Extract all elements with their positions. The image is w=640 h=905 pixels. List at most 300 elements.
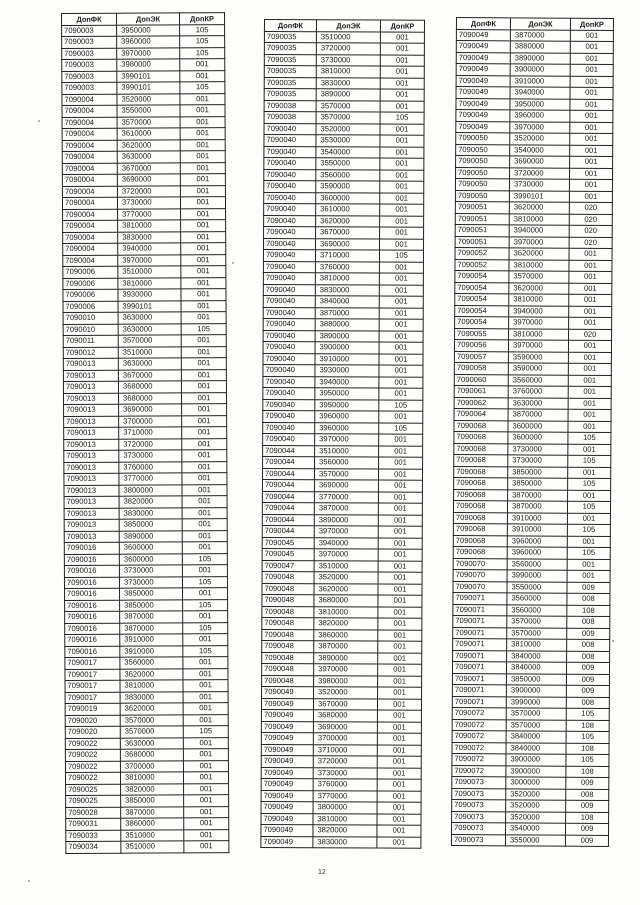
cell-dopfk: 7090061 <box>454 385 508 397</box>
cell-dopfk: 7090040 <box>264 123 316 135</box>
cell-dopfk: 7090040 <box>263 410 315 422</box>
table-row <box>62 47 225 59</box>
cell-dopkr: 001 <box>181 220 226 232</box>
table-row <box>456 52 613 64</box>
cell-dopkr: 001 <box>182 542 227 554</box>
table-row <box>62 82 225 94</box>
cell-dopkr: 001 <box>181 335 226 347</box>
cell-dopkr: 105 <box>182 553 227 565</box>
table-row <box>454 443 611 455</box>
cell-dopek: 3730000 <box>119 565 182 577</box>
cell-dopfk: 7090020 <box>65 726 120 738</box>
cell-dopkr: 001 <box>180 151 225 163</box>
table-row <box>65 772 228 784</box>
cell-dopkr: 001 <box>180 70 225 82</box>
table-row <box>65 657 228 669</box>
cell-dopkr: 001 <box>181 266 226 278</box>
cell-dopfk: 7090016 <box>65 600 120 612</box>
cell-dopfk: 7090048 <box>262 583 314 595</box>
cell-dopfk: 7090004 <box>62 117 117 129</box>
cell-dopek: 3830000 <box>313 836 377 848</box>
cell-dopkr: 009 <box>566 685 609 697</box>
table-row <box>456 133 613 145</box>
cell-dopek: 3970000 <box>314 664 378 676</box>
cell-dopfk: 7090071 <box>452 661 506 673</box>
cell-dopek: 3570000 <box>314 468 378 480</box>
cell-dopkr: 001 <box>379 377 423 389</box>
table-row <box>262 640 422 652</box>
cell-dopfk: 7090017 <box>65 657 120 669</box>
table-row <box>261 732 421 744</box>
cell-dopek: 3810000 <box>509 328 569 340</box>
cell-dopkr: 001 <box>379 365 423 377</box>
cell-dopfk: 7090040 <box>263 284 315 296</box>
cell-dopek: 3560000 <box>120 657 183 669</box>
cell-dopfk: 7090068 <box>454 477 508 489</box>
cell-dopfk: 7090016 <box>64 542 119 554</box>
cell-dopkr: 001 <box>378 595 422 607</box>
cell-dopfk: 7090049 <box>261 698 313 710</box>
scan-speck <box>38 120 40 122</box>
cell-dopkr: 001 <box>378 492 422 504</box>
cell-dopfk: 7090004 <box>62 174 117 186</box>
cell-dopfk: 7090038 <box>264 112 316 124</box>
cell-dopfk: 7090048 <box>262 617 314 629</box>
cell-dopek: 3910000 <box>120 645 183 657</box>
cell-dopek: 3820000 <box>121 783 184 795</box>
cell-dopkr: 001 <box>569 191 612 203</box>
cell-dopfk: 7090072 <box>452 719 506 731</box>
table-row <box>453 535 610 547</box>
cell-dopfk: 7090013 <box>64 473 119 485</box>
table-row <box>262 548 422 560</box>
cell-dopfk: 7090068 <box>453 500 507 512</box>
cell-dopkr: 001 <box>380 158 424 170</box>
table-row <box>456 87 613 99</box>
cell-dopfk: 7090040 <box>263 433 315 445</box>
cell-dopek: 3770000 <box>314 491 378 503</box>
table-row <box>63 231 226 243</box>
table-row <box>63 392 226 404</box>
cell-dopkr: 001 <box>568 340 611 352</box>
cell-dopek: 3600000 <box>508 432 568 444</box>
cell-dopfk: 7090045 <box>262 537 314 549</box>
cell-dopfk: 7090051 <box>455 236 509 248</box>
cell-dopfk: 7090044 <box>262 468 314 480</box>
cell-dopkr: 001 <box>568 490 611 502</box>
cell-dopfk: 7090040 <box>263 330 315 342</box>
cell-dopkr: 001 <box>570 168 613 180</box>
table-row <box>63 220 226 232</box>
table-row <box>63 335 226 347</box>
cell-dopkr: 105 <box>183 645 228 657</box>
cell-dopek: 3830000 <box>118 231 181 243</box>
cell-dopfk: 7090073 <box>452 811 506 823</box>
cell-dopfk: 7090004 <box>62 140 117 152</box>
table-row <box>66 795 229 807</box>
cell-dopfk: 7090054 <box>455 293 509 305</box>
table-row <box>65 668 228 680</box>
cell-dopkr: 001 <box>182 427 227 439</box>
page-number: 12 <box>318 869 326 876</box>
cell-dopfk: 7090073 <box>452 776 506 788</box>
cell-dopkr: 001 <box>379 342 423 354</box>
cell-dopkr: 001 <box>378 538 422 550</box>
table-row <box>456 75 613 87</box>
cell-dopkr: 001 <box>182 438 227 450</box>
cell-dopek: 3620000 <box>509 202 569 214</box>
table-row <box>263 364 423 376</box>
table-row <box>453 650 610 662</box>
table-row <box>63 312 226 324</box>
cell-dopek: 3870000 <box>508 409 568 421</box>
cell-dopek: 3510000 <box>315 445 379 457</box>
cell-dopkr: 001 <box>568 363 611 375</box>
table-row <box>263 295 423 307</box>
cell-dopek: 3960000 <box>507 535 567 547</box>
cell-dopek: 3520000 <box>314 687 378 699</box>
cell-dopfk: 7090013 <box>64 496 119 508</box>
cell-dopek: 3730000 <box>508 443 568 455</box>
table-row <box>263 341 423 353</box>
table-row <box>262 617 422 629</box>
cell-dopek: 3850000 <box>508 478 568 490</box>
table-row <box>455 224 612 236</box>
cell-dopfk: 7090040 <box>263 364 315 376</box>
cell-dopfk: 7090070 <box>453 558 507 570</box>
cell-dopfk: 7090049 <box>261 801 313 813</box>
table-row <box>264 54 424 66</box>
cell-dopek: 3990000 <box>507 570 567 582</box>
table-row <box>63 369 226 381</box>
cell-dopek: 3520000 <box>117 93 180 105</box>
cell-dopfk: 7090028 <box>66 807 121 819</box>
cell-dopek: 3850000 <box>120 588 183 600</box>
table-row <box>65 599 228 611</box>
cell-dopkr: 105 <box>380 112 424 124</box>
cell-dopek: 3590000 <box>316 181 380 193</box>
cell-dopek: 3710000 <box>315 250 379 262</box>
table-row <box>63 277 226 289</box>
cell-dopek: 3930000 <box>315 365 379 377</box>
cell-dopek: 3520000 <box>314 572 378 584</box>
cell-dopkr: 105 <box>568 478 611 490</box>
cell-dopek: 3850000 <box>508 466 568 478</box>
cell-dopfk: 7090016 <box>65 623 120 635</box>
cell-dopkr: 001 <box>181 231 226 243</box>
table-row <box>453 558 610 570</box>
cell-dopkr: 105 <box>180 47 225 59</box>
cell-dopfk: 7090049 <box>456 29 510 41</box>
cell-dopkr: 001 <box>379 285 423 297</box>
cell-dopkr: 001 <box>379 411 423 423</box>
cell-dopfk: 7090073 <box>452 788 506 800</box>
cell-dopek: 3970000 <box>314 526 378 538</box>
cell-dopfk: 7090013 <box>64 450 119 462</box>
cell-dopkr: 001 <box>180 105 225 117</box>
table-row <box>65 691 228 703</box>
cell-dopkr: 020 <box>569 202 612 214</box>
cell-dopek: 3940000 <box>509 225 569 237</box>
cell-dopkr: 008 <box>567 593 610 605</box>
cell-dopfk: 7090011 <box>63 335 118 347</box>
table-row <box>63 346 226 358</box>
cell-dopek: 3970000 <box>117 47 180 59</box>
header-dopkr: ДопКР <box>570 18 613 30</box>
cell-dopkr: 001 <box>379 354 423 366</box>
table-row <box>65 703 228 715</box>
cell-dopkr: 105 <box>183 599 228 611</box>
cell-dopkr: 008 <box>566 697 609 709</box>
cell-dopek: 3560000 <box>316 169 380 181</box>
cell-dopkr: 001 <box>377 722 421 734</box>
table-row <box>454 489 611 501</box>
cell-dopfk: 7090040 <box>264 215 316 227</box>
table-row <box>62 36 225 48</box>
table-row <box>261 790 421 802</box>
table-row <box>456 156 613 168</box>
cell-dopek: 3620000 <box>120 668 183 680</box>
cell-dopek: 3970000 <box>510 121 570 133</box>
table-row <box>64 415 227 427</box>
cell-dopkr: 001 <box>380 78 424 90</box>
cell-dopek: 3890000 <box>314 652 378 664</box>
table-row <box>452 673 609 685</box>
cell-dopek: 3840000 <box>506 731 566 743</box>
cell-dopek: 3510000 <box>314 560 378 572</box>
cell-dopfk: 7090068 <box>453 512 507 524</box>
cell-dopek: 3830000 <box>316 77 380 89</box>
cell-dopkr: 001 <box>181 369 226 381</box>
cell-dopfk: 7090049 <box>456 110 510 122</box>
cell-dopek: 3540000 <box>510 144 570 156</box>
cell-dopek: 3710000 <box>119 427 182 439</box>
cell-dopek: 3690000 <box>117 174 180 186</box>
cell-dopkr: 001 <box>567 570 610 582</box>
cell-dopkr: 105 <box>181 323 226 335</box>
cell-dopfk: 7090035 <box>264 66 316 78</box>
cell-dopfk: 7090040 <box>264 169 316 181</box>
cell-dopfk: 7090049 <box>261 824 313 836</box>
cell-dopfk: 7090048 <box>262 675 314 687</box>
cell-dopfk: 7090006 <box>63 301 118 313</box>
cell-dopek: 3910000 <box>120 634 183 646</box>
cell-dopek: 3570000 <box>507 616 567 628</box>
cell-dopkr: 001 <box>378 653 422 665</box>
cell-dopfk: 7090049 <box>261 778 313 790</box>
cell-dopfk: 7090073 <box>451 834 505 846</box>
table-row <box>264 77 424 89</box>
cell-dopkr: 001 <box>570 99 613 111</box>
cell-dopkr: 001 <box>570 122 613 134</box>
cell-dopkr: 001 <box>379 239 423 251</box>
cell-dopek: 3910000 <box>507 524 567 536</box>
cell-dopfk: 7090035 <box>264 77 316 89</box>
cell-dopkr: 001 <box>378 526 422 538</box>
cell-dopfk: 7090068 <box>454 431 508 443</box>
table-row <box>64 461 227 473</box>
cell-dopek: 3960000 <box>315 411 379 423</box>
cell-dopfk: 7090013 <box>64 519 119 531</box>
cell-dopek: 3930000 <box>118 289 181 301</box>
cell-dopfk: 7090049 <box>261 732 313 744</box>
table-row <box>63 323 226 335</box>
cell-dopkr: 001 <box>380 216 424 228</box>
cell-dopfk: 7090044 <box>263 445 315 457</box>
cell-dopkr: 001 <box>568 421 611 433</box>
table-row <box>453 592 610 604</box>
cell-dopek: 3510000 <box>121 841 184 853</box>
table-row <box>455 293 612 305</box>
cell-dopkr: 105 <box>180 36 225 48</box>
cell-dopek: 3680000 <box>313 710 377 722</box>
table-row <box>63 266 226 278</box>
cell-dopfk: 7090031 <box>66 818 121 830</box>
cell-dopkr: 001 <box>569 283 612 295</box>
cell-dopkr: 001 <box>182 565 227 577</box>
table-row <box>455 305 612 317</box>
cell-dopek: 3520000 <box>316 123 380 135</box>
cell-dopkr: 001 <box>380 55 424 67</box>
cell-dopek: 3830000 <box>119 507 182 519</box>
cell-dopkr: 105 <box>379 423 423 435</box>
cell-dopek: 3730000 <box>508 455 568 467</box>
table-row <box>453 638 610 650</box>
cell-dopfk: 7090013 <box>64 508 119 520</box>
cell-dopfk: 7090022 <box>65 738 120 750</box>
cell-dopfk: 7090006 <box>63 278 118 290</box>
table-column-2 <box>260 19 425 849</box>
cell-dopkr: 001 <box>378 561 422 573</box>
cell-dopek: 3570000 <box>316 100 380 112</box>
cell-dopfk: 7090004 <box>62 151 117 163</box>
table-row <box>262 491 422 503</box>
cell-dopkr: 001 <box>182 461 227 473</box>
table-row <box>453 627 610 639</box>
cell-dopkr: 001 <box>181 277 226 289</box>
table-row <box>454 397 611 409</box>
cell-dopkr: 008 <box>567 651 610 663</box>
cell-dopkr: 001 <box>181 300 226 312</box>
cell-dopkr: 001 <box>378 687 422 699</box>
cell-dopek: 3690000 <box>313 721 377 733</box>
cell-dopfk: 7090071 <box>453 592 507 604</box>
cell-dopek: 3770000 <box>119 473 182 485</box>
cell-dopkr: 001 <box>377 756 421 768</box>
table-row <box>456 121 613 133</box>
table-row <box>66 806 229 818</box>
table-row <box>62 174 225 186</box>
cell-dopfk: 7090040 <box>264 146 316 158</box>
cell-dopkr: 001 <box>377 825 421 837</box>
cell-dopek: 3950000 <box>315 388 379 400</box>
cell-dopkr: 001 <box>181 243 226 255</box>
cell-dopkr: 001 <box>182 484 227 496</box>
cell-dopek: 3760000 <box>508 386 568 398</box>
table-row <box>264 204 424 216</box>
cell-dopfk: 7090025 <box>66 795 121 807</box>
cell-dopkr: 020 <box>569 237 612 249</box>
cell-dopkr: 001 <box>181 346 226 358</box>
cell-dopkr: 001 <box>180 197 225 209</box>
cell-dopek: 3720000 <box>119 438 182 450</box>
cell-dopfk: 7090070 <box>453 581 507 593</box>
table-column-1 <box>61 12 229 853</box>
cell-dopek: 3870000 <box>120 622 183 634</box>
cell-dopkr: 001 <box>181 381 226 393</box>
cell-dopfk: 7090016 <box>64 577 119 589</box>
cell-dopkr: 105 <box>180 82 225 94</box>
cell-dopfk: 7090004 <box>62 163 117 175</box>
cell-dopek: 3810000 <box>509 259 569 271</box>
table-row <box>62 24 225 36</box>
cell-dopkr: 001 <box>182 450 227 462</box>
table-row <box>62 197 225 209</box>
cell-dopfk: 7090013 <box>64 485 119 497</box>
cell-dopfk: 7090004 <box>62 186 117 198</box>
cell-dopfk: 7090040 <box>263 353 315 365</box>
cell-dopkr: 001 <box>570 30 613 42</box>
table-row <box>263 353 423 365</box>
cell-dopek: 3600000 <box>316 192 380 204</box>
cell-dopek: 3840000 <box>506 742 566 754</box>
cell-dopkr: 009 <box>567 582 610 594</box>
cell-dopek: 3630000 <box>118 323 181 335</box>
cell-dopfk: 7090016 <box>65 646 120 658</box>
scan-speck <box>612 640 614 642</box>
cell-dopek: 3550000 <box>505 834 565 846</box>
table-row <box>63 300 226 312</box>
cell-dopkr: 001 <box>183 668 228 680</box>
cell-dopfk: 7090071 <box>453 627 507 639</box>
table-row <box>263 249 423 261</box>
cell-dopek: 3960000 <box>117 36 180 48</box>
cell-dopkr: 001 <box>570 110 613 122</box>
table-row <box>63 243 226 255</box>
cell-dopek: 3950000 <box>510 98 570 110</box>
table-body <box>261 31 425 848</box>
cell-dopfk: 7090049 <box>261 755 313 767</box>
cell-dopek: 3940000 <box>118 243 181 255</box>
cell-dopfk: 7090040 <box>264 181 316 193</box>
table-row <box>263 261 423 273</box>
cell-dopkr: 001 <box>181 312 226 324</box>
cell-dopek: 3850000 <box>120 599 183 611</box>
table-row <box>453 604 610 616</box>
table-header <box>62 13 225 25</box>
cell-dopek: 3620000 <box>316 215 380 227</box>
table-row <box>64 450 227 462</box>
cell-dopek: 3520000 <box>510 133 570 145</box>
cell-dopek: 3560000 <box>507 593 567 605</box>
cell-dopkr: 108 <box>566 743 609 755</box>
cell-dopek: 3570000 <box>506 708 566 720</box>
cell-dopfk: 7090072 <box>452 730 506 742</box>
cell-dopkr: 001 <box>570 156 613 168</box>
cell-dopkr: 001 <box>183 588 228 600</box>
cell-dopek: 3990000 <box>506 696 566 708</box>
table-row <box>455 236 612 248</box>
cell-dopek: 3540000 <box>316 146 380 158</box>
cell-dopkr: 001 <box>380 227 424 239</box>
cell-dopfk: 7090049 <box>261 813 313 825</box>
cell-dopkr: 001 <box>380 181 424 193</box>
table-row <box>453 615 610 627</box>
cell-dopek: 3810000 <box>316 66 380 78</box>
cell-dopfk: 7090004 <box>63 232 118 244</box>
table-row <box>262 652 422 664</box>
table-row <box>66 783 229 795</box>
